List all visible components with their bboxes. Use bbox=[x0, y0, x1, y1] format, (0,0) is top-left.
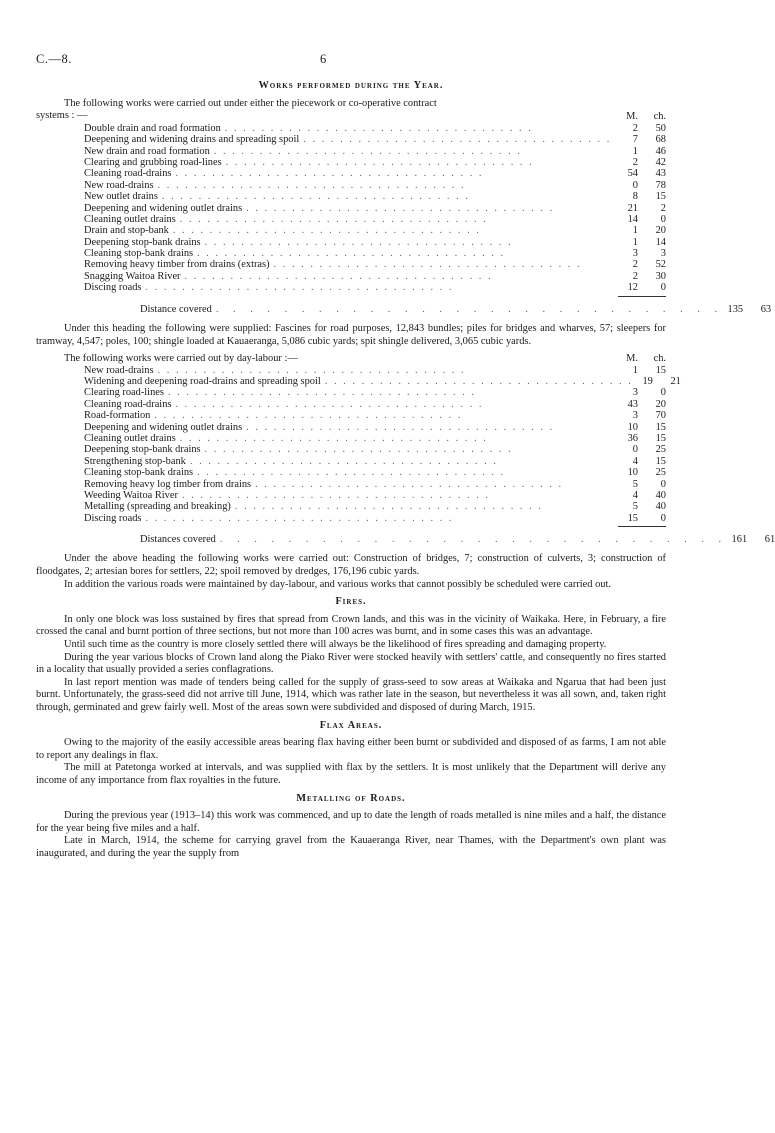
day-item-miles: 15 bbox=[627, 512, 638, 524]
day-item-miles: 5 bbox=[632, 478, 638, 490]
works-heading: Works performed during the Year. bbox=[258, 80, 444, 91]
page-body bbox=[36, 80, 775, 861]
day-item-row: Removing heavy log timber from drains . . . . . . . . . . . . . . . . . . . . . . . . . . . . . . . . . . 5 0 bbox=[84, 478, 666, 490]
contract-item-chains: 20 bbox=[655, 225, 666, 237]
contract-item-label: Clearing and grubbing road-lines bbox=[84, 156, 222, 168]
day-item-label: Clearing road-lines bbox=[84, 387, 164, 399]
day-item-chains: 0 bbox=[660, 387, 666, 399]
day-item-row: Discing roads . . . . . . . . . . . . . . . . . . . . . . . . . . . . . . . . . . 15 0 bbox=[84, 512, 666, 524]
day-item-chains: 40 bbox=[655, 489, 666, 501]
contract-item-row: Deepening stop-bank drains . . . . . . . . . . . . . . . . . . . . . . . . . . . . . . . . . . 1 14 bbox=[84, 236, 666, 248]
contract-item-chains: 78 bbox=[655, 179, 666, 191]
day-item-chains: 0 bbox=[660, 478, 666, 490]
day-item-miles: 3 bbox=[632, 387, 638, 399]
day-item-row: Cleaning outlet drains . . . . . . . . . . . . . . . . . . . . . . . . . . . . . . . . . . 36 15 bbox=[84, 432, 666, 444]
day-item-label: Cleaning road-drains bbox=[84, 398, 172, 410]
contract-item-miles: 2 bbox=[632, 122, 638, 134]
contract-item-label: Drain and stop-bank bbox=[84, 225, 169, 237]
fires-heading: Fires. bbox=[335, 596, 367, 608]
contract-item-miles: 1 bbox=[632, 225, 638, 237]
contract-item-miles: 2 bbox=[632, 270, 638, 282]
contract-item-miles: 0 bbox=[632, 179, 638, 191]
day-item-chains: 21 bbox=[670, 376, 681, 387]
col-header-miles: M. bbox=[626, 111, 638, 123]
day-item-chains: 0 bbox=[660, 512, 666, 524]
flax-heading: Flax Areas. bbox=[319, 719, 383, 731]
day-item-miles: 10 bbox=[627, 467, 638, 479]
fires-paragraph: In last report mention was made of tenders being called for the supply of grass-seed to sow areas at Waikaka and Ngarua that had been just burnt. Unfortunately, the grass-seed did not arrive till June, 1914, which was rather late in the season, but nevertheless it was all sown, and, taken right through, germinated and grew fairly well. Most of the areas sown were subdivided and disposed of during March, 1915. bbox=[36, 676, 666, 713]
contract-item-label: New outlet drains bbox=[84, 191, 158, 203]
contract-item-chains: 52 bbox=[655, 259, 666, 271]
contract-item-row: Double drain and road formation . . . . . . . . . . . . . . . . . . . . . . . . . . . . . . . . . . 2 50 bbox=[84, 122, 666, 134]
contract-item-label: New road-drains bbox=[84, 179, 154, 191]
page-number: 6 bbox=[320, 52, 327, 66]
contract-works-table bbox=[36, 111, 666, 293]
day-item-row: Deepening stop-bank drains . . . . . . . . . . . . . . . . . . . . . . . . . . . . . . . . . . 0 25 bbox=[84, 444, 666, 456]
contract-item-chains: 42 bbox=[655, 156, 666, 168]
day-item-row: Metalling (spreading and breaking) . . . . . . . . . . . . . . . . . . . . . . . . . . . . . . . . . . 5 40 bbox=[84, 501, 666, 513]
day-item-chains: 70 bbox=[655, 410, 666, 422]
contract-item-chains: 14 bbox=[655, 236, 666, 248]
contract-item-miles: 54 bbox=[627, 168, 638, 180]
day-item-label: Road-formation bbox=[84, 410, 151, 422]
day-item-miles: 19 bbox=[642, 376, 653, 387]
report-code: C.—8. bbox=[36, 52, 72, 66]
flax-paragraph: Owing to the majority of the easily accessible areas bearing flax having either been burnt or subdivided and disposed of as farms, I am not able to report any dealings in flax. bbox=[36, 737, 666, 761]
day-item-miles: 5 bbox=[632, 501, 638, 513]
works-intro-line: The following works were carried out under either the piecework or co-operative contract bbox=[64, 97, 437, 109]
total-miles: 161 bbox=[731, 534, 748, 546]
contract-item-miles: 12 bbox=[627, 282, 638, 294]
day-item-label: Cleaning outlet drains bbox=[84, 432, 176, 444]
day-item-row: Deepening and widening outlet drains . . . . . . . . . . . . . . . . . . . . . . . . . . . . . . . . . . 10 15 bbox=[84, 421, 666, 433]
metalling-heading: Metalling of Roads. bbox=[296, 792, 406, 804]
day-item-row: Road-formation . . . . . . . . . . . . . . . . . . . . . . . . . . . . . . . . . . 3 70 bbox=[84, 410, 666, 422]
day-labour-intro: The following works were carried out by day-labour :— bbox=[64, 353, 298, 365]
total-miles: 135 bbox=[727, 303, 744, 315]
contract-item-miles: 21 bbox=[627, 202, 638, 214]
contract-item-miles: 7 bbox=[632, 134, 638, 146]
day-item-label: Deepening stop-bank drains bbox=[84, 444, 201, 456]
fires-paragraph: During the year various blocks of Crown land along the Piako River were stocked heavily with settlers' cattle, and consequently no fires started in a locality that usually provided a series conflagrations. bbox=[36, 651, 666, 676]
day-item-label: Metalling (spreading and breaking) bbox=[84, 501, 231, 513]
day-item-row: Cleaning stop-bank drains . . . . . . . . . . . . . . . . . . . . . . . . . . . . . . . . . . 10 25 bbox=[84, 467, 666, 479]
contract-item-label: Deepening and widening outlet drains bbox=[84, 202, 243, 214]
contract-item-row: Cleaning outlet drains . . . . . . . . . . . . . . . . . . . . . . . . . . . . . . . . . . 14 0 bbox=[84, 213, 666, 225]
contract-item-row: Deepening and widening drains and spreading spoil . . . . . . . . . . . . . . . . . . . . . . . . . . . . . . . . . . 7 68 bbox=[84, 134, 666, 146]
day-item-label: Weeding Waitoa River bbox=[84, 489, 178, 501]
day-total-row: Distances covered . . . . . . . . . . . . . . . . . . . . . . . . . . . . . . 161 61 bbox=[140, 534, 775, 546]
metalling-paragraph: Late in March, 1914, the scheme for carrying gravel from the Kauaeranga River, near Thames, with the Department's own plant was inaugurated, and during the year the supply from bbox=[36, 835, 666, 859]
col-header-chains: ch. bbox=[653, 111, 666, 123]
day-item-label: New road-drains bbox=[84, 364, 154, 376]
contract-item-row: Snagging Waitoa River . . . . . . . . . . . . . . . . . . . . . . . . . . . . . . . . . . 2 30 bbox=[84, 270, 666, 282]
contract-item-chains: 0 bbox=[660, 213, 666, 225]
total-label: Distance covered bbox=[140, 303, 212, 315]
day-item-chains: 15 bbox=[655, 432, 666, 444]
day-item-chains: 25 bbox=[655, 444, 666, 456]
contract-item-miles: 1 bbox=[632, 145, 638, 157]
day-item-label: Widening and deepening road-drains and spreading spoil bbox=[84, 376, 321, 387]
contract-item-row: Removing heavy timber from drains (extras) . . . . . . . . . . . . . . . . . . . . . . . . . . . . . . . . . . 2 52 bbox=[84, 259, 666, 271]
contract-item-label: Cleaning stop-bank drains bbox=[84, 248, 194, 260]
column-headers bbox=[36, 111, 666, 122]
contract-item-row: Cleaning road-drains . . . . . . . . . . . . . . . . . . . . . . . . . . . . . . . . . . 54 43 bbox=[84, 168, 666, 180]
day-item-miles: 4 bbox=[632, 489, 638, 501]
contract-item-miles: 3 bbox=[632, 248, 638, 260]
day-item-miles: 1 bbox=[632, 364, 638, 376]
contract-item-row: Deepening and widening outlet drains . . . . . . . . . . . . . . . . . . . . . . . . . . . . . . . . . . 21 2 bbox=[84, 202, 666, 214]
day-item-row: Clearing road-lines . . . . . . . . . . . . . . . . . . . . . . . . . . . . . . . . . . 3 0 bbox=[84, 387, 666, 399]
contract-item-row: Discing roads . . . . . . . . . . . . . . . . . . . . . . . . . . . . . . . . . . 12 0 bbox=[84, 282, 666, 294]
day-item-row: Strengthening stop-bank . . . . . . . . . . . . . . . . . . . . . . . . . . . . . . . . . . 4 15 bbox=[84, 455, 666, 467]
contract-item-chains: 0 bbox=[660, 282, 666, 294]
day-labour-intro-row bbox=[36, 353, 666, 364]
contract-item-chains: 2 bbox=[660, 202, 666, 214]
contract-item-row: New outlet drains . . . . . . . . . . . . . . . . . . . . . . . . . . . . . . . . . . 8 15 bbox=[84, 191, 666, 203]
contract-item-label: New drain and road formation bbox=[84, 145, 210, 157]
day-item-chains: 15 bbox=[655, 421, 666, 433]
total-chains: 61 bbox=[764, 534, 775, 546]
contract-item-miles: 14 bbox=[627, 213, 638, 225]
day-item-label: Deepening and widening outlet drains bbox=[84, 421, 243, 433]
construction-paragraph: Under the above heading the following works were carried out: Construction of bridges, 7; construction of culverts, 3; construction of floodgates, 2; artesian bores for settlers, 22; spoil removed by dredges, 176,196 cubic yards. bbox=[36, 553, 666, 578]
col-header-chains: ch. bbox=[653, 353, 666, 365]
contract-item-label: Double drain and road formation bbox=[84, 122, 221, 134]
page-header bbox=[36, 52, 700, 68]
day-item-miles: 3 bbox=[632, 410, 638, 422]
day-item-label: Removing heavy log timber from drains bbox=[84, 478, 252, 490]
day-item-miles: 36 bbox=[627, 432, 638, 444]
contract-item-label: Cleaning road-drains bbox=[84, 168, 172, 180]
contract-item-miles: 8 bbox=[632, 191, 638, 203]
contract-item-label: Deepening stop-bank drains bbox=[84, 236, 201, 248]
day-item-chains: 15 bbox=[655, 364, 666, 376]
contract-item-miles: 2 bbox=[632, 259, 638, 271]
contract-item-label: Snagging Waitoa River bbox=[84, 270, 181, 282]
contract-item-miles: 1 bbox=[632, 236, 638, 248]
maintenance-paragraph: In addition the various roads were maintained by day-labour, and various works that cannot possibly be scheduled were carried out. bbox=[64, 578, 611, 590]
supplies-paragraph: Under this heading the following were supplied: Fascines for road purposes, 12,843 bundles; piles for bridges and wharves, 57; sleepers for tramway, 4,547; poles, 100; shingle loaded at Kauaeranga, 5,086 cubic yards; spit shingle delivered, 3,065 cubic yards. bbox=[36, 323, 666, 347]
day-labour-table bbox=[36, 353, 681, 524]
contract-item-row: Clearing and grubbing road-lines . . . . . . . . . . . . . . . . . . . . . . . . . . . . . . . . . . 2 42 bbox=[84, 156, 666, 168]
flax-paragraph: The mill at Patetonga worked at intervals, and was supplied with flax by the settlers. It is most unlikely that the Department will derive any income of any importance from flax royalties in the future. bbox=[36, 762, 666, 786]
day-item-row: New road-drains . . . . . . . . . . . . . . . . . . . . . . . . . . . . . . . . . . 1 15 bbox=[84, 364, 666, 376]
contract-item-row: Drain and stop-bank . . . . . . . . . . . . . . . . . . . . . . . . . . . . . . . . . . 1 20 bbox=[84, 225, 666, 237]
fires-paragraph: Until such time as the country is more closely settled there will always be the likelihood of fires spreading and damaging property. bbox=[64, 639, 607, 651]
contract-item-chains: 46 bbox=[655, 145, 666, 157]
contract-item-label: Discing roads bbox=[84, 282, 142, 294]
contract-item-label: Cleaning outlet drains bbox=[84, 213, 176, 225]
contract-item-chains: 68 bbox=[655, 134, 666, 146]
day-item-chains: 20 bbox=[655, 398, 666, 410]
total-chains: 63 bbox=[760, 303, 772, 315]
day-item-miles: 0 bbox=[632, 444, 638, 456]
contract-item-row: New road-drains . . . . . . . . . . . . . . . . . . . . . . . . . . . . . . . . . . 0 78 bbox=[84, 179, 666, 191]
contract-item-chains: 30 bbox=[655, 270, 666, 282]
day-item-miles: 43 bbox=[627, 398, 638, 410]
total-label: Distances covered bbox=[140, 534, 216, 546]
contract-item-label: Deepening and widening drains and spreading spoil bbox=[84, 134, 300, 146]
day-item-chains: 15 bbox=[655, 455, 666, 467]
works-intro-continuation: systems : — bbox=[36, 110, 88, 122]
contract-item-label: Removing heavy timber from drains (extras) bbox=[84, 259, 270, 271]
day-item-row: Cleaning road-drains . . . . . . . . . . . . . . . . . . . . . . . . . . . . . . . . . . 43 20 bbox=[84, 398, 666, 410]
day-item-row: Widening and deepening road-drains and spreading spoil . . . . . . . . . . . . . . . . . . . . . . . . . . . . . . . . . . 19 21 bbox=[84, 376, 681, 387]
contract-item-chains: 15 bbox=[655, 191, 666, 203]
day-item-miles: 10 bbox=[627, 421, 638, 433]
day-item-chains: 40 bbox=[655, 501, 666, 513]
col-header-miles: M. bbox=[626, 353, 638, 365]
contract-item-chains: 50 bbox=[655, 122, 666, 134]
day-item-label: Cleaning stop-bank drains bbox=[84, 467, 194, 479]
fires-paragraph: In only one block was loss sustained by fires that spread from Crown lands, and this was in the vicinity of Waikaka. Here, in February, a fire crossed the canal and burnt portion of three sections, but not more than 100 acres was burnt, and in some cases this was an advantage. bbox=[36, 613, 666, 638]
contract-item-chains: 3 bbox=[660, 248, 666, 260]
day-item-row: Weeding Waitoa River . . . . . . . . . . . . . . . . . . . . . . . . . . . . . . . . . . 4 40 bbox=[84, 489, 666, 501]
contract-total-row: Distance covered . . . . . . . . . . . . . . . . . . . . . . . . . . . . . . 135 63 bbox=[140, 303, 772, 315]
contract-item-row: Cleaning stop-bank drains . . . . . . . . . . . . . . . . . . . . . . . . . . . . . . . . . . 3 3 bbox=[84, 248, 666, 260]
day-item-label: Strengthening stop-bank bbox=[84, 455, 186, 467]
day-item-miles: 4 bbox=[632, 455, 638, 467]
contract-item-miles: 2 bbox=[632, 156, 638, 168]
day-item-label: Discing roads bbox=[84, 512, 142, 524]
day-item-chains: 25 bbox=[655, 467, 666, 479]
contract-item-chains: 43 bbox=[655, 168, 666, 180]
contract-item-row: New drain and road formation . . . . . . . . . . . . . . . . . . . . . . . . . . . . . . . . . . 1 46 bbox=[84, 145, 666, 157]
metalling-paragraph: During the previous year (1913–14) this work was commenced, and up to date the length of roads metalled is nine miles and a half, the distance for the year being five miles and a half. bbox=[36, 810, 666, 834]
